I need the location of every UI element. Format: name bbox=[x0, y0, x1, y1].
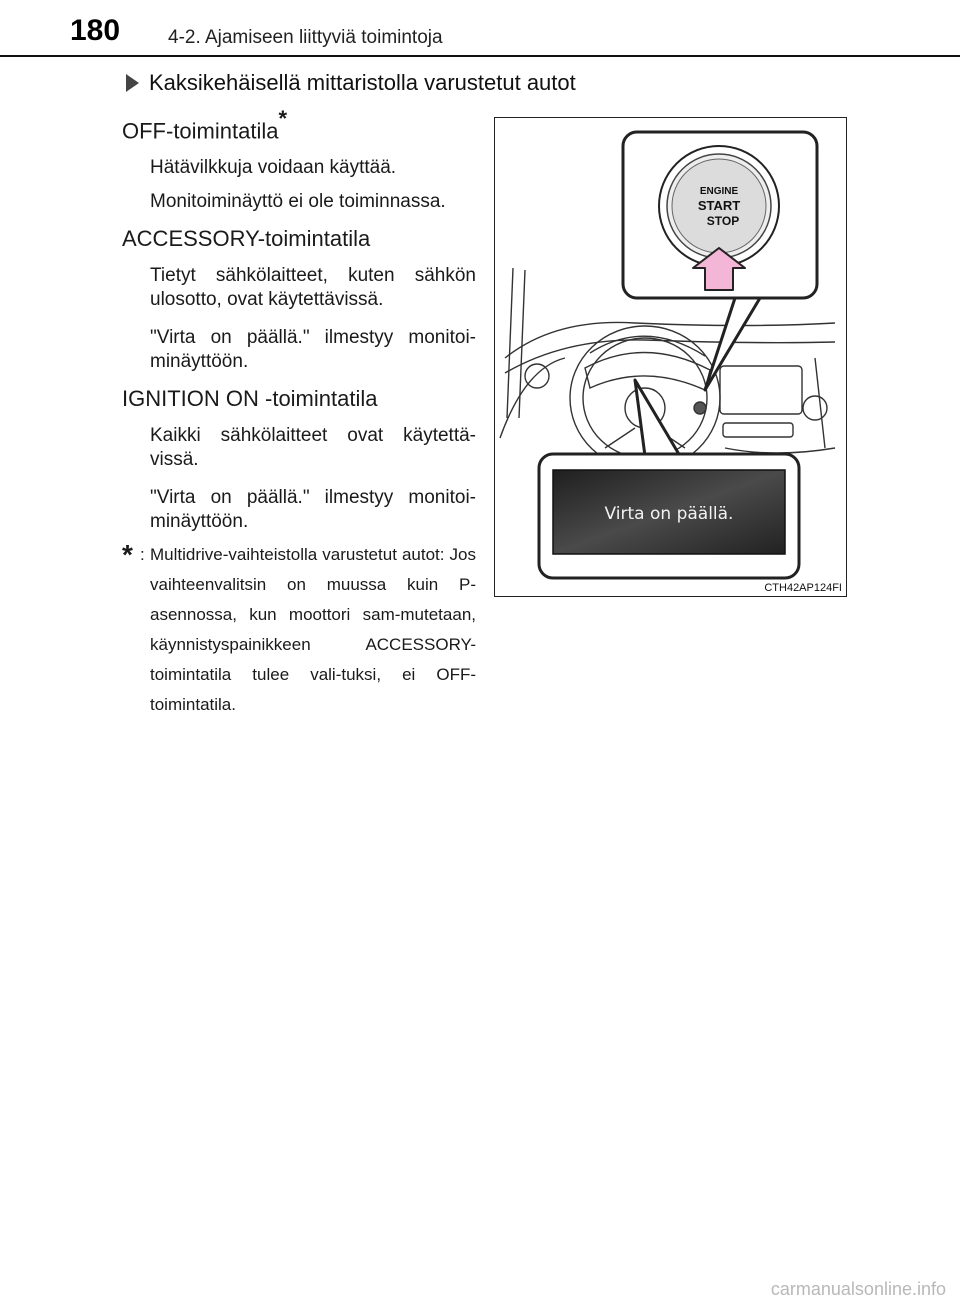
figure-code: CTH42AP124FI bbox=[764, 582, 842, 594]
section-off-para-1: Hätävilkkuja voidaan käyttää. bbox=[150, 157, 397, 179]
section-accessory-para-2: "Virta on päällä." ilmestyy monitoi-minäyttöön. bbox=[150, 327, 476, 373]
header-divider bbox=[0, 55, 960, 57]
page-number: 180 bbox=[70, 14, 121, 47]
button-label-start: START bbox=[697, 198, 741, 213]
section-accessory-para-1: Tietyt sähkölaitteet, kuten sähkön ulosotto, ovat käytettävissä. bbox=[150, 265, 476, 311]
lead-heading bbox=[126, 70, 576, 96]
dashboard-illustration bbox=[494, 117, 847, 597]
section-title: 4-2. Ajamiseen liittyviä toimintoja bbox=[168, 27, 443, 48]
footnote-text: Multidrive-vaihteistolla varustetut autot: Jos vaihteenvalitsin on muussa kuin P-asennossa, kun moottori sam-mutetaan, käynnistyspainikkeen ACCESSORY-toimintatila tulee vali-tuksi, ei OFF-toimintatila. bbox=[150, 545, 476, 715]
footnote-asterisk: * bbox=[122, 539, 133, 571]
dashboard-svg bbox=[495, 118, 845, 595]
section-accessory-title: ACCESSORY-toimintatila bbox=[122, 226, 371, 252]
section-ignition-title: IGNITION ON -toimintatila bbox=[122, 386, 378, 412]
button-label-stop: STOP bbox=[706, 214, 740, 228]
button-label-engine: ENGINE bbox=[699, 186, 739, 197]
section-ignition-para-1: Kaikki sähkölaitteet ovat käytettä-vissä. bbox=[150, 425, 476, 471]
asterisk-marker: * bbox=[278, 106, 288, 131]
display-message: Virta on päällä. bbox=[604, 504, 734, 524]
watermark: carmanualsonline.info bbox=[770, 1279, 946, 1299]
section-off-para-2: Monitoiminäyttö ei ole toiminnassa. bbox=[150, 191, 446, 213]
lead-text: Kaksikehäisellä mittaristolla varustetut autot bbox=[149, 70, 576, 95]
footnote: * : Multidrive-vaihteistolla varustetut autot: Jos vaihteenvalitsin on muussa kuin P-asennossa, kun moottori sam-mutetaan, käynnistyspainikkeen ACCESSORY-toimintatila tulee vali-tuksi, ei OFF-toimintatila. bbox=[122, 540, 476, 720]
section-ignition-para-2: "Virta on päällä." ilmestyy monitoi-minäyttöön. bbox=[150, 487, 476, 533]
page-header bbox=[0, 0, 960, 60]
section-off-title: OFF-toimintatila* bbox=[122, 106, 288, 144]
text-column bbox=[122, 108, 476, 720]
triangle-bullet-icon bbox=[126, 74, 139, 92]
